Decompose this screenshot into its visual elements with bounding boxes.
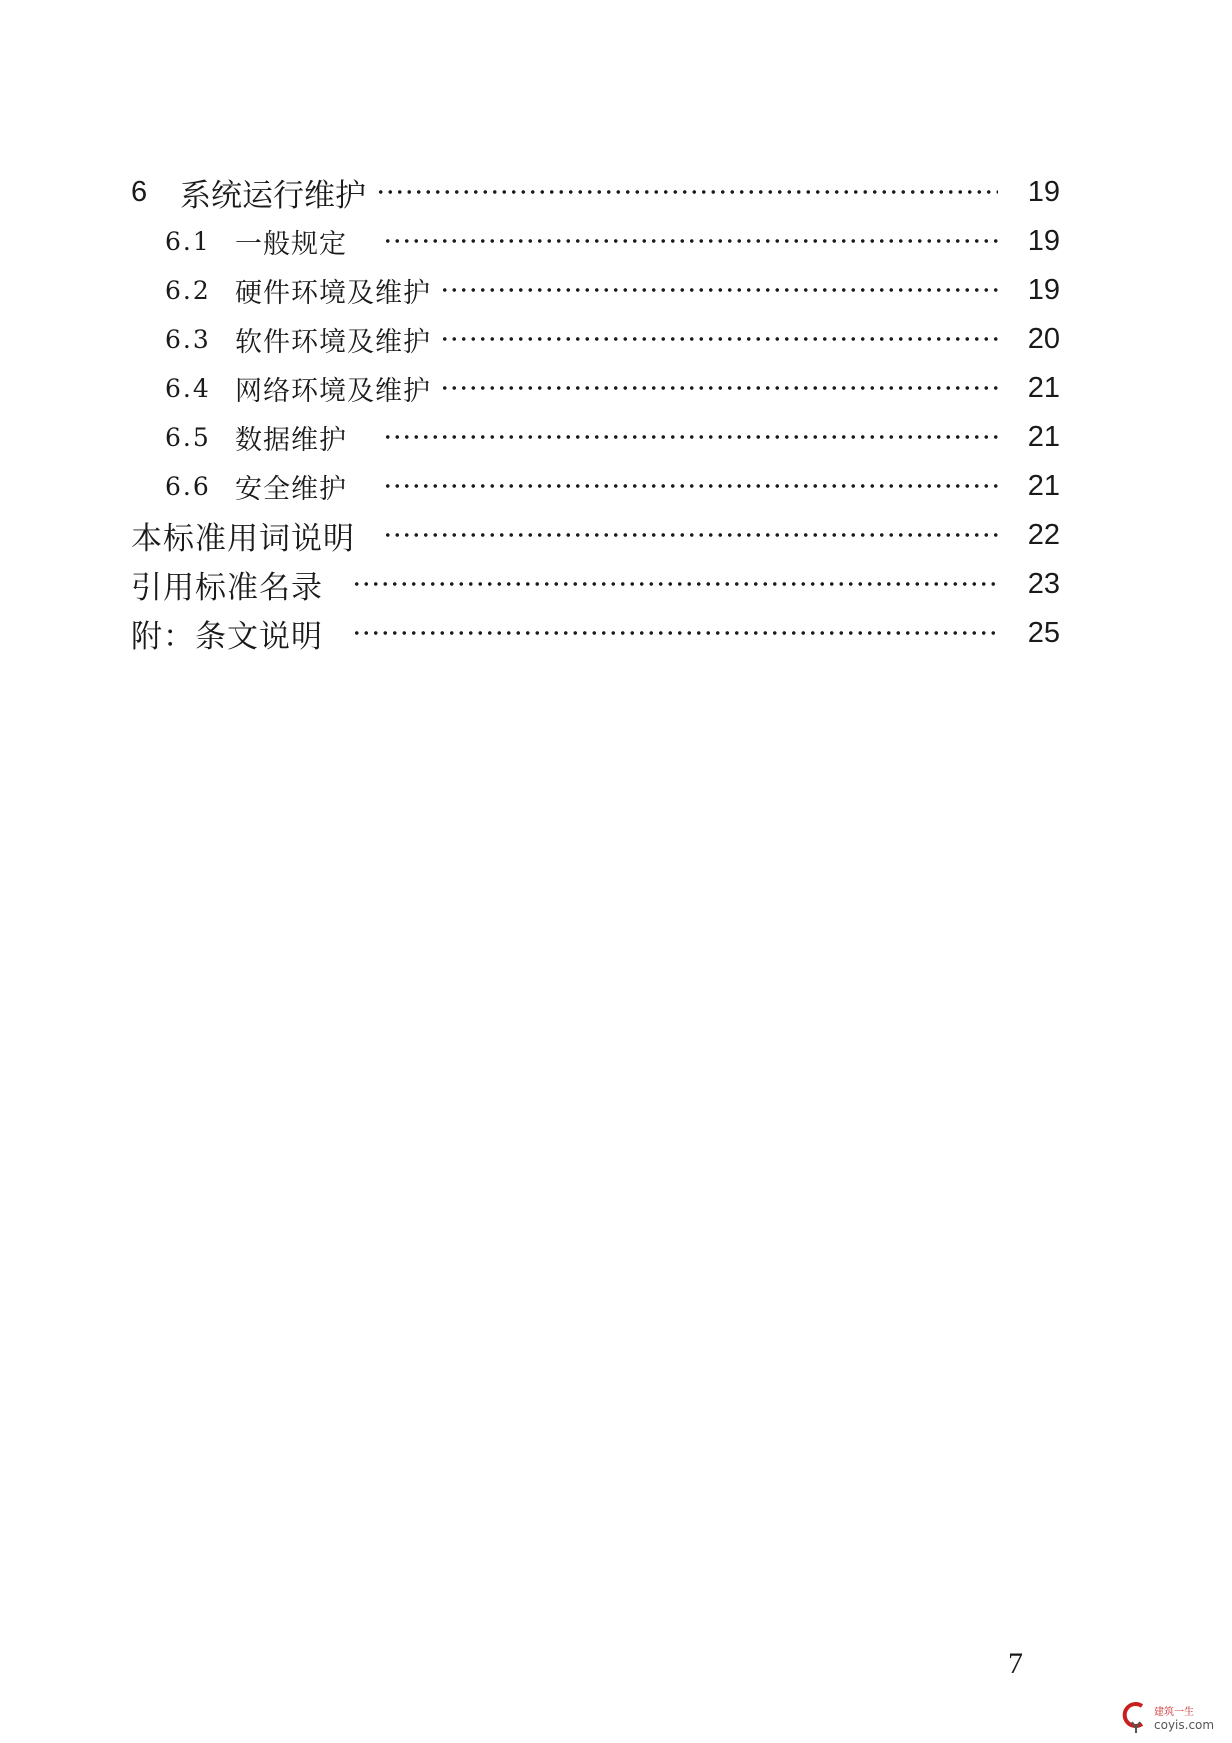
toc-page-number: 20 bbox=[1027, 322, 1060, 355]
toc-section-number: 6.1 bbox=[165, 226, 211, 256]
toc-section-6-4[interactable] bbox=[0, 368, 1232, 408]
dot-leader bbox=[383, 484, 998, 488]
toc-page-number: 25 bbox=[1027, 616, 1060, 649]
toc-section-title: 硬件环境及维护 bbox=[235, 277, 431, 309]
toc-item-title: 附：条文说明 bbox=[131, 618, 323, 655]
toc-section-title: 软件环境及维护 bbox=[235, 326, 431, 358]
dot-leader bbox=[383, 435, 998, 439]
dot-leader bbox=[383, 533, 998, 537]
toc-chapter-title: 系统运行维护 bbox=[180, 177, 366, 214]
toc-section-number: 6.4 bbox=[165, 373, 211, 403]
toc-page-number: 21 bbox=[1027, 469, 1060, 502]
toc-item-title: 本标准用词说明 bbox=[131, 520, 355, 557]
dot-leader bbox=[440, 386, 998, 390]
dot-leader bbox=[383, 239, 998, 243]
dot-leader bbox=[352, 631, 998, 635]
toc-section-6-6[interactable] bbox=[0, 466, 1232, 506]
toc-section-6-3[interactable] bbox=[0, 319, 1232, 359]
toc-section-title: 数据维护 bbox=[235, 424, 347, 456]
toc-item-explanation[interactable] bbox=[0, 613, 1232, 653]
toc-chapter-6[interactable] bbox=[0, 172, 1232, 212]
toc-page-number: 19 bbox=[1027, 273, 1060, 306]
toc-page-number: 19 bbox=[1027, 175, 1060, 208]
toc-page-number: 23 bbox=[1027, 567, 1060, 600]
dot-leader bbox=[376, 190, 998, 194]
toc-section-number: 6.3 bbox=[165, 324, 211, 354]
toc-section-title: 网络环境及维护 bbox=[235, 375, 431, 407]
toc-page-number: 19 bbox=[1027, 224, 1060, 257]
toc-item-terms[interactable] bbox=[0, 515, 1232, 555]
toc-section-title: 安全维护 bbox=[235, 473, 347, 505]
toc-section-title: 一般规定 bbox=[235, 228, 347, 260]
page-number: 7 bbox=[1008, 1647, 1023, 1680]
dot-leader bbox=[352, 582, 998, 586]
watermark-name: 建筑一生 bbox=[1154, 1707, 1194, 1718]
dot-leader bbox=[440, 337, 998, 341]
toc-section-number: 6.6 bbox=[165, 471, 211, 501]
watermark-url: coyis.com bbox=[1154, 1718, 1215, 1732]
toc-chapter-number: 6 bbox=[131, 175, 148, 208]
toc-section-number: 6.2 bbox=[165, 275, 211, 305]
watermark bbox=[1120, 1700, 1230, 1740]
toc-section-6-1[interactable] bbox=[0, 221, 1232, 261]
toc-section-number: 6.5 bbox=[165, 422, 211, 452]
toc-item-title: 引用标准名录 bbox=[131, 569, 323, 606]
toc-item-references[interactable] bbox=[0, 564, 1232, 604]
dot-leader bbox=[440, 288, 998, 292]
toc-page-number: 21 bbox=[1027, 371, 1060, 404]
logo-icon bbox=[1120, 1700, 1150, 1734]
toc-page-number: 22 bbox=[1027, 518, 1060, 551]
toc-section-6-5[interactable] bbox=[0, 417, 1232, 457]
toc-page-number: 21 bbox=[1027, 420, 1060, 453]
toc-section-6-2[interactable] bbox=[0, 270, 1232, 310]
